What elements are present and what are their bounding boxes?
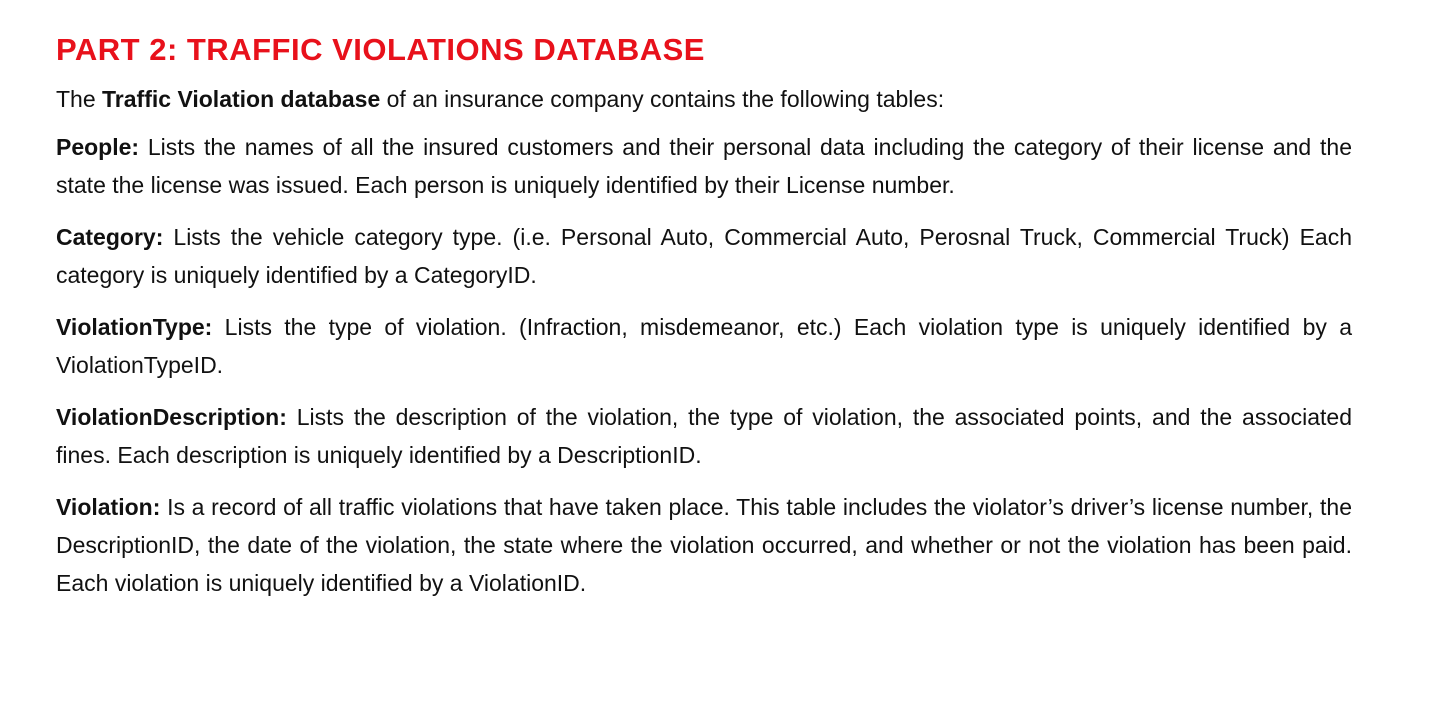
intro-text-after: of an insurance company contains the following tables: bbox=[380, 86, 945, 112]
table-term: ViolationType: bbox=[56, 314, 213, 340]
table-term: People: bbox=[56, 134, 140, 160]
intro-text-before: The bbox=[56, 86, 103, 112]
table-term: Category: bbox=[56, 224, 164, 250]
section-heading: PART 2: TRAFFIC VIOLATIONS DATABASE bbox=[56, 32, 705, 67]
table-description-category bbox=[56, 218, 1352, 294]
table-text: Lists the names of all the insured customers and their personal data including the category of their license and the state the license was issued. Each person is uniquely identified by their License number. bbox=[56, 134, 1352, 198]
table-text: Is a record of all traffic violations that have taken place. This table includes the violator’s driver’s license number, the DescriptionID, the date of the violation, the state where the violation occurred, and whether or not the violation has been paid. Each violation is uniquely identified by a ViolationID. bbox=[56, 494, 1352, 596]
intro-paragraph bbox=[56, 84, 1352, 114]
table-term: Violation: bbox=[56, 494, 161, 520]
intro-bold-term: Traffic Violation database bbox=[102, 86, 381, 112]
table-term: ViolationDescription: bbox=[56, 404, 287, 430]
table-text: Lists the vehicle category type. (i.e. Personal Auto, Commercial Auto, Perosnal Truck, Commercial Truck) Each category is uniquely identified by a CategoryID. bbox=[56, 224, 1352, 288]
table-text: Lists the description of the violation, the type of violation, the associated points, and the associated fines. Each description is uniquely identified by a DescriptionID. bbox=[56, 404, 1352, 468]
table-description-violation bbox=[56, 488, 1352, 602]
table-description-violationdescription bbox=[56, 398, 1352, 474]
table-description-people bbox=[56, 128, 1352, 204]
table-description-violationtype bbox=[56, 308, 1352, 384]
table-text: Lists the type of violation. (Infraction, misdemeanor, etc.) Each violation type is uniquely identified by a ViolationTypeID. bbox=[56, 314, 1352, 378]
